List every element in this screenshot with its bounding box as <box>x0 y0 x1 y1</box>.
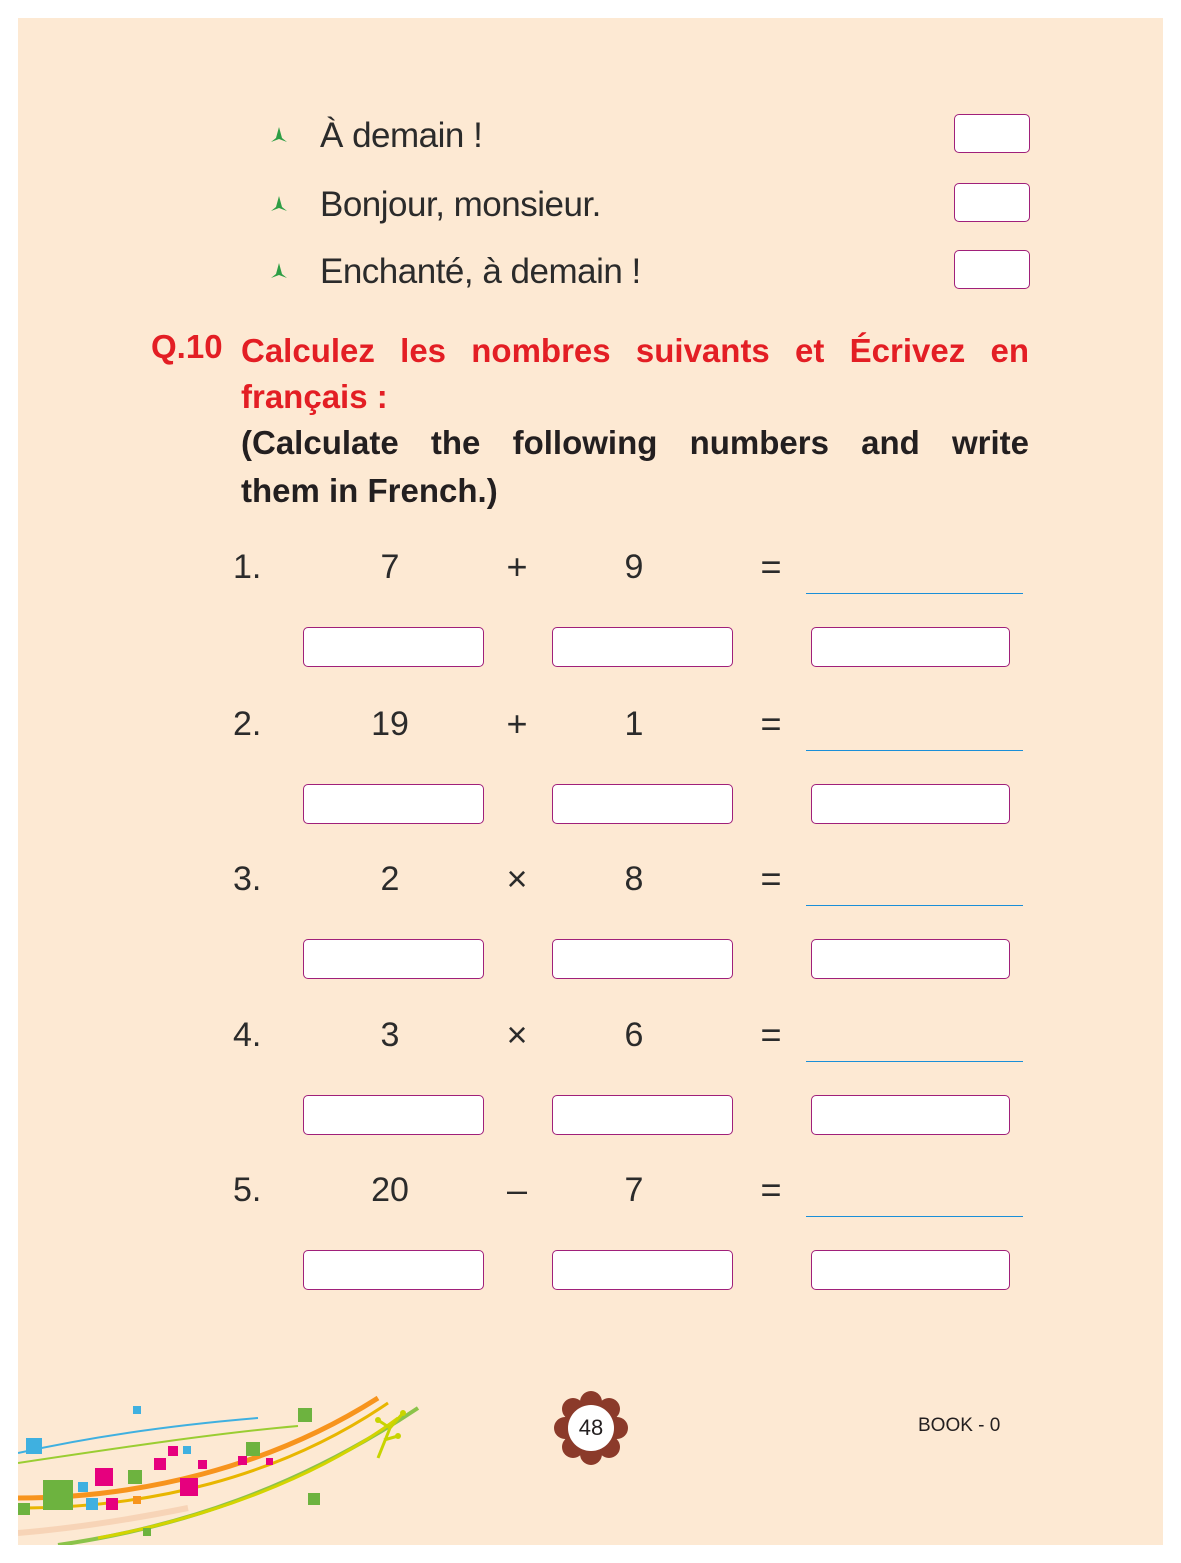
item-number: 1. <box>233 548 262 586</box>
answer-line[interactable] <box>806 750 1023 751</box>
phrase-answer-box[interactable] <box>954 114 1030 153</box>
operand-b: 1 <box>624 705 644 743</box>
equals-sign: = <box>760 1014 782 1055</box>
phrase-text: À demain ! <box>320 116 483 155</box>
item-number: 2. <box>233 705 262 743</box>
operand-a: 7 <box>380 548 400 586</box>
operand-a-french-box[interactable] <box>303 939 484 979</box>
operator: + <box>506 546 528 587</box>
phrase-answer-box[interactable] <box>954 250 1030 289</box>
question-number: Q.10 <box>151 328 223 365</box>
operator: × <box>506 858 528 899</box>
equals-sign: = <box>760 1169 782 1210</box>
calculation-row <box>18 1170 1163 1290</box>
result-french-box[interactable] <box>811 939 1010 979</box>
operand-b: 7 <box>624 1171 644 1209</box>
question-subtitle: (Calculate the following numbers and write <box>241 424 1029 461</box>
operand-a-french-box[interactable] <box>303 627 484 667</box>
page-number-badge <box>554 1391 628 1465</box>
worksheet-page <box>18 18 1163 1545</box>
operand-b: 9 <box>624 548 644 586</box>
book-label: BOOK - 0 <box>918 1415 1001 1436</box>
item-number: 5. <box>233 1171 262 1209</box>
decorative-swirl-icon <box>18 1378 438 1545</box>
operand-a: 19 <box>371 705 409 743</box>
answer-line[interactable] <box>806 1216 1023 1217</box>
operand-b-french-box[interactable] <box>552 1095 733 1135</box>
operand-b-french-box[interactable] <box>552 1250 733 1290</box>
question-title: Calculez les nombres suivants et Écrivez en <box>241 332 1029 369</box>
item-number: 4. <box>233 1016 262 1054</box>
calculation-row <box>18 547 1163 667</box>
operand-a: 2 <box>380 860 400 898</box>
operator: + <box>506 703 528 744</box>
phrase-text: Enchanté, à demain ! <box>320 252 641 291</box>
calculation-row <box>18 704 1163 824</box>
operand-a: 20 <box>371 1171 409 1209</box>
question-subtitle-cont: them in French.) <box>241 472 498 509</box>
operand-b-french-box[interactable] <box>552 627 733 667</box>
phrase-row <box>270 183 1030 227</box>
operand-b: 6 <box>624 1016 644 1054</box>
calculation-row <box>18 1015 1163 1135</box>
operator: – <box>506 1169 528 1210</box>
green-triangle-icon <box>270 262 288 280</box>
result-french-box[interactable] <box>811 784 1010 824</box>
operator: × <box>506 1014 528 1055</box>
page-number: 48 <box>578 1415 604 1440</box>
phrase-text: Bonjour, monsieur. <box>320 185 601 224</box>
calculation-row <box>18 859 1163 979</box>
answer-line[interactable] <box>806 593 1023 594</box>
result-french-box[interactable] <box>811 1250 1010 1290</box>
operand-b-french-box[interactable] <box>552 939 733 979</box>
result-french-box[interactable] <box>811 1095 1010 1135</box>
phrase-row <box>270 114 1030 158</box>
operand-a-french-box[interactable] <box>303 1250 484 1290</box>
phrase-answer-box[interactable] <box>954 183 1030 222</box>
question-title-cont: français : <box>241 378 388 415</box>
operand-a-french-box[interactable] <box>303 1095 484 1135</box>
operand-a-french-box[interactable] <box>303 784 484 824</box>
result-french-box[interactable] <box>811 627 1010 667</box>
green-triangle-icon <box>270 126 288 144</box>
answer-line[interactable] <box>806 1061 1023 1062</box>
operand-b: 8 <box>624 860 644 898</box>
equals-sign: = <box>760 703 782 744</box>
equals-sign: = <box>760 546 782 587</box>
answer-line[interactable] <box>806 905 1023 906</box>
operand-a: 3 <box>380 1016 400 1054</box>
phrase-row <box>270 250 1030 294</box>
green-triangle-icon <box>270 195 288 213</box>
item-number: 3. <box>233 860 262 898</box>
operand-b-french-box[interactable] <box>552 784 733 824</box>
equals-sign: = <box>760 858 782 899</box>
